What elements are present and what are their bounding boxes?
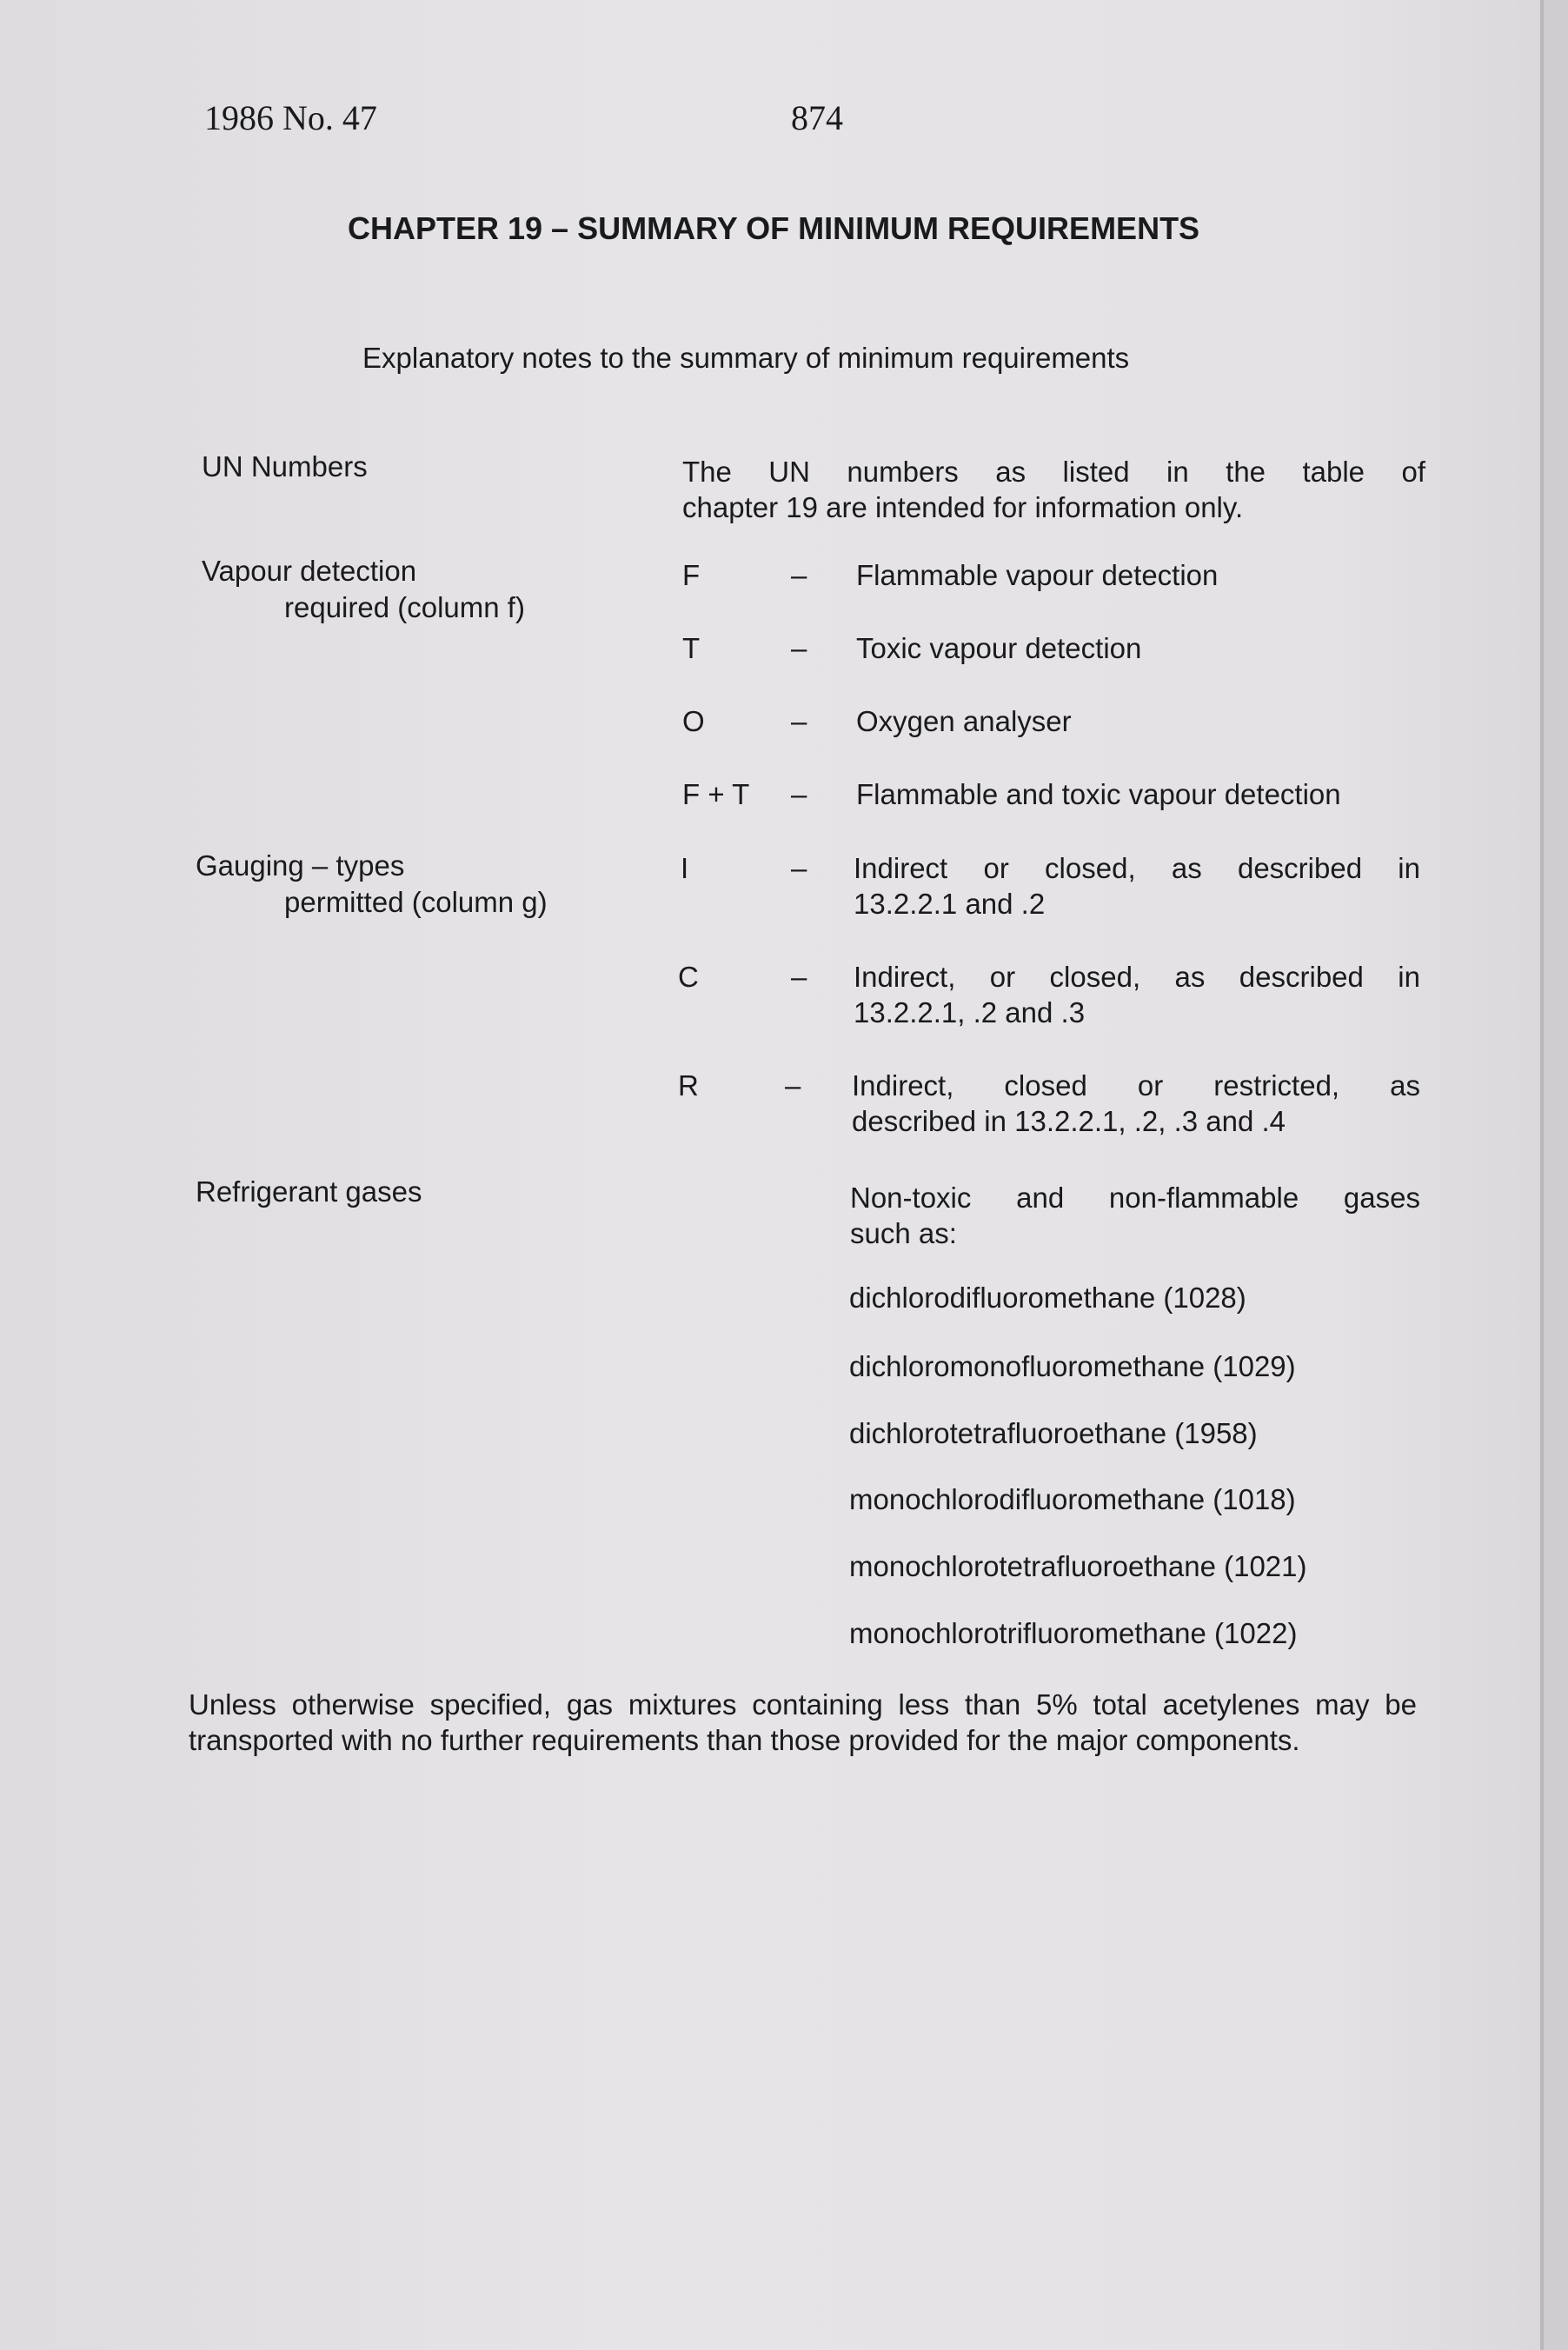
page-edge-line xyxy=(1540,0,1544,2350)
gauging-desc-line1: Indirect, or closed, as described in xyxy=(854,961,1420,993)
vapour-dash: – xyxy=(791,559,807,591)
refrigerant-intro-line1: Non-toxic and non-flammable gases xyxy=(850,1182,1420,1214)
gauging-dash: – xyxy=(791,852,807,884)
vapour-dash: – xyxy=(791,778,807,810)
gauging-desc-line1: Indirect or closed, as described in xyxy=(854,852,1420,884)
vapour-desc: Oxygen analyser xyxy=(856,705,1072,737)
gauging-code: C xyxy=(678,961,699,993)
vapour-dash: – xyxy=(791,632,807,664)
gauging-code: I xyxy=(681,852,689,884)
refrigerant-gas-item: monochlorotetrafluoroethane (1021) xyxy=(849,1550,1307,1582)
vapour-label-line2: required (column f) xyxy=(284,591,525,623)
refrigerant-gas-item: dichlorodifluoromethane (1028) xyxy=(849,1282,1246,1314)
chapter-title: CHAPTER 19 – SUMMARY OF MINIMUM REQUIREMENTS xyxy=(348,210,1200,246)
refrigerant-intro-line2: such as: xyxy=(850,1217,957,1249)
gauging-label-line1: Gauging – types xyxy=(196,849,405,882)
vapour-code: F + T xyxy=(682,778,750,810)
vapour-desc: Flammable and toxic vapour detection xyxy=(856,778,1341,810)
gauging-desc-line1: Indirect, closed or restricted, as xyxy=(852,1069,1420,1102)
vapour-code: F xyxy=(682,559,701,591)
gauging-desc-line2: 13.2.2.1 and .2 xyxy=(854,888,1046,920)
vapour-code: T xyxy=(682,632,701,664)
refrigerant-gas-item: monochlorodifluoromethane (1018) xyxy=(849,1483,1296,1515)
footnote-paragraph: Unless otherwise specified, gas mixtures containing less than 5% total acetylenes may be transported with no further requirements than those provided for the major components. xyxy=(189,1688,1417,1756)
un-numbers-label: UN Numbers xyxy=(202,450,368,483)
gauging-desc-line2: described in 13.2.2.1, .2, .3 and .4 xyxy=(852,1105,1286,1137)
vapour-desc: Flammable vapour detection xyxy=(856,559,1219,591)
subtitle: Explanatory notes to the summary of minimum requirements xyxy=(362,342,1130,374)
un-numbers-text-line1: The UN numbers as listed in the table of xyxy=(682,456,1425,488)
vapour-dash: – xyxy=(791,705,807,737)
vapour-label-line1: Vapour detection xyxy=(202,555,417,587)
un-numbers-text-line2: chapter 19 are intended for information only. xyxy=(682,491,1244,523)
act-reference: 1986 No. 47 xyxy=(204,98,377,137)
gauging-label-line2: permitted (column g) xyxy=(284,886,548,918)
gauging-dash: – xyxy=(785,1069,801,1102)
vapour-desc: Toxic vapour detection xyxy=(856,632,1142,664)
vapour-code: O xyxy=(682,705,705,737)
refrigerant-gas-item: dichlorotetrafluoroethane (1958) xyxy=(849,1417,1258,1449)
gauging-dash: – xyxy=(791,961,807,993)
refrigerant-gas-item: dichloromonofluoromethane (1029) xyxy=(849,1350,1296,1382)
page-edge-shadow xyxy=(1544,0,1568,2350)
page-number: 874 xyxy=(791,98,843,137)
refrigerant-label: Refrigerant gases xyxy=(196,1175,422,1208)
gauging-desc-line2: 13.2.2.1, .2 and .3 xyxy=(854,996,1086,1029)
gauging-code: R xyxy=(678,1069,699,1102)
refrigerant-gas-item: monochlorotrifluoromethane (1022) xyxy=(849,1617,1298,1649)
